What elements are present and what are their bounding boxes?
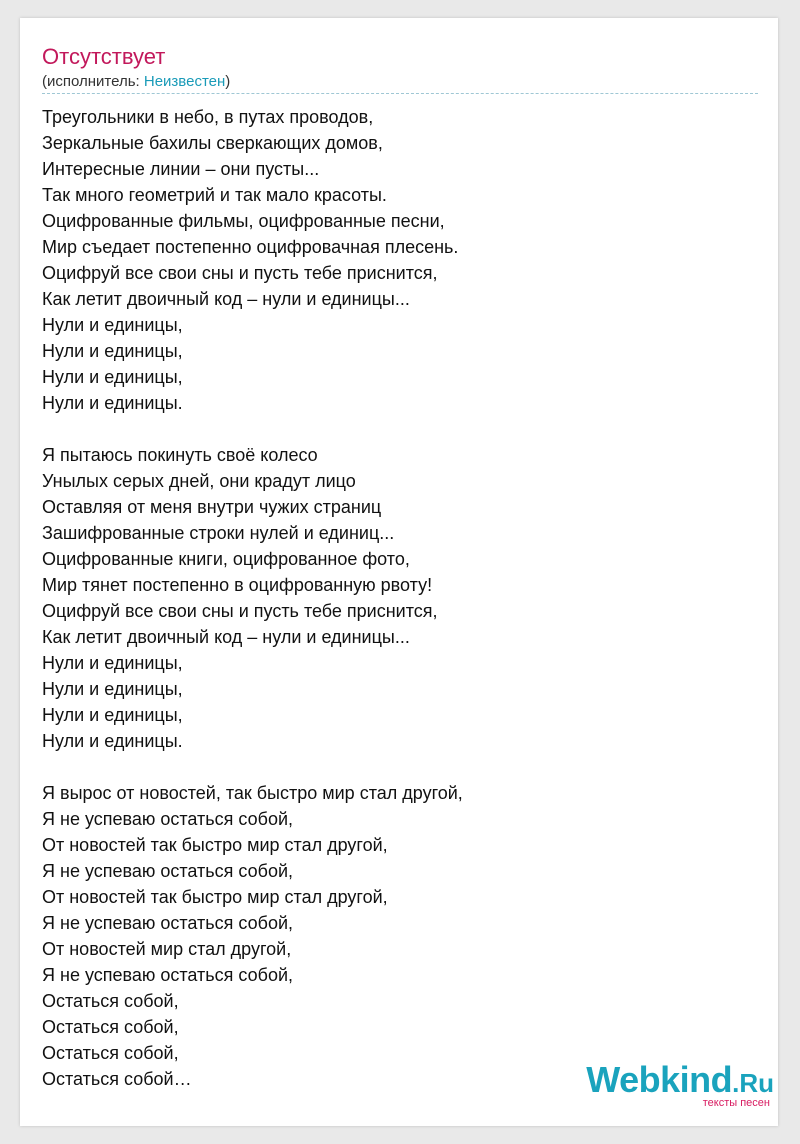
site-logo[interactable] xyxy=(586,1059,774,1109)
lyric-line: Интересные линии – они пусты... xyxy=(42,159,320,179)
lyric-line: Нули и единицы, xyxy=(42,679,183,699)
logo-domain: .Ru xyxy=(732,1068,774,1098)
lyric-line: Я не успеваю остаться собой, xyxy=(42,965,294,985)
song-title: Отсутствует xyxy=(42,44,166,69)
lyric-line: Треугольники в небо, в путах проводов, xyxy=(42,107,374,127)
lyric-line: Как летит двоичный код – нули и единицы... xyxy=(42,289,410,309)
lyric-line: Оцифруй все свои сны и пусть тебе приснится, xyxy=(42,263,438,283)
lyric-line: Я не успеваю остаться собой, xyxy=(42,861,294,881)
lyric-line: Я не успеваю остаться собой, xyxy=(42,913,294,933)
lyric-line: Нули и единицы, xyxy=(42,367,183,387)
lyrics-list xyxy=(42,104,742,1092)
lyric-line: Нули и единицы, xyxy=(42,315,183,335)
lyric-line: Остаться собой, xyxy=(42,991,179,1011)
lyric-line: Я вырос от новостей, так быстро мир стал другой, xyxy=(42,783,463,803)
lyric-line: Оставляя от меня внутри чужих страниц xyxy=(42,497,382,517)
stanza-break xyxy=(42,754,742,780)
lyric-line: Нули и единицы, xyxy=(42,705,183,725)
lyric-line: Остаться собой, xyxy=(42,1017,179,1037)
artist-suffix: ) xyxy=(225,73,231,90)
lyric-line: Зеркальные бахилы сверкающих домов, xyxy=(42,133,383,153)
lyrics-sheet xyxy=(20,18,778,1126)
lyric-line: От новостей так быстро мир стал другой, xyxy=(42,835,388,855)
lyric-line: Нули и единицы. xyxy=(42,393,183,413)
lyric-line: Зашифрованные строки нулей и единиц... xyxy=(42,523,395,543)
lyric-line: Мир тянет постепенно в оцифрованную рвоту! xyxy=(42,575,433,595)
lyric-line: Остаться собой, xyxy=(42,1043,179,1063)
logo-tagline: тексты песен xyxy=(702,1097,770,1109)
artist-link[interactable]: Неизвестен xyxy=(143,73,226,90)
lyric-line: От новостей так быстро мир стал другой, xyxy=(42,887,388,907)
lyric-line: Оцифрованные фильмы, оцифрованные песни, xyxy=(42,211,445,231)
lyric-line: Мир съедает постепенно оцифровачная плесень. xyxy=(42,237,459,257)
lyric-line: Оцифруй все свои сны и пусть тебе приснится, xyxy=(42,601,438,621)
lyric-line: Я не успеваю остаться собой, xyxy=(42,809,294,829)
logo-wordmark: Webkind xyxy=(586,1059,733,1100)
lyric-line: Так много геометрий и так мало красоты. xyxy=(42,185,387,205)
lyric-line: От новостей мир стал другой, xyxy=(42,939,292,959)
lyric-line: Я пытаюсь покинуть своё колесо xyxy=(42,445,318,465)
lyric-line: Как летит двоичный код – нули и единицы... xyxy=(42,627,410,647)
lyric-line: Нули и единицы, xyxy=(42,341,183,361)
title-divider xyxy=(42,93,758,94)
lyric-line: Нули и единицы. xyxy=(42,731,183,751)
lyric-line: Унылых серых дней, они крадут лицо xyxy=(42,471,356,491)
lyric-line: Оцифрованные книги, оцифрованное фото, xyxy=(42,549,410,569)
artist-line xyxy=(42,73,230,91)
lyric-line: Нули и единицы, xyxy=(42,653,183,673)
stanza-break xyxy=(42,416,742,442)
artist-prefix: (исполнитель: xyxy=(42,73,144,90)
lyric-line: Остаться собой… xyxy=(42,1069,192,1089)
